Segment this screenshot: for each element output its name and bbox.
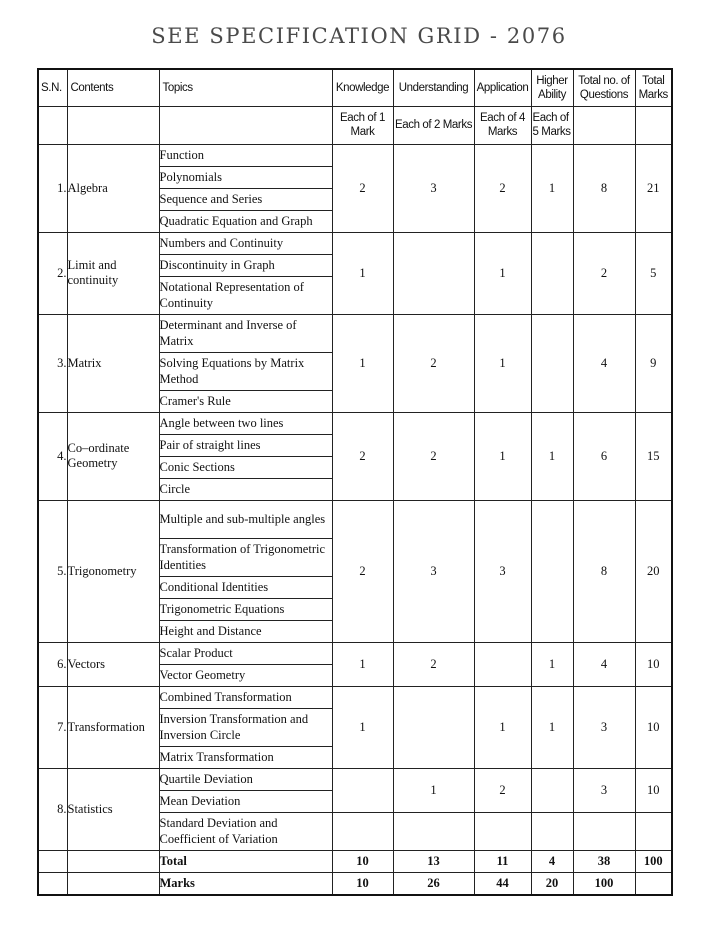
- total-marks-cell: 15: [635, 412, 672, 500]
- understanding-cell: 3: [393, 144, 474, 232]
- total-understanding: 13: [393, 850, 474, 872]
- topic-cell: Solving Equations by Matrix Method: [159, 352, 332, 390]
- col-header-topics: Topics: [159, 69, 332, 106]
- sn-cell: 1.: [38, 144, 67, 232]
- sn-cell: 5.: [38, 500, 67, 642]
- topic-cell: Standard Deviation and Coefficient of Variation: [159, 812, 332, 850]
- marks-understanding: 26: [393, 872, 474, 895]
- subheader-knowledge: Each of 1 Mark: [332, 106, 393, 144]
- col-header-contents: Contents: [67, 69, 159, 106]
- sn-cell: 8.: [38, 768, 67, 850]
- col-header-sn: S.N.: [38, 69, 67, 106]
- higher-ability-cell: [531, 232, 573, 314]
- marks-total-questions: 100: [573, 872, 635, 895]
- knowledge-cell: 1: [332, 232, 393, 314]
- understanding-cell: 2: [393, 642, 474, 686]
- total-questions-cell: 2: [573, 232, 635, 314]
- empty-cell: [67, 872, 159, 895]
- table-row-limit-and-continuity: [38, 232, 672, 254]
- col-header-total-questions: Total no. of Questions: [573, 69, 635, 106]
- total-marks-cell: 10: [635, 768, 672, 812]
- col-header-higher-ability: Higher Ability: [531, 69, 573, 106]
- total-marks: 100: [635, 850, 672, 872]
- subheader-higher-ability: Each of 5 Marks: [531, 106, 573, 144]
- total-questions-cell: 3: [573, 768, 635, 812]
- application-cell: [474, 642, 531, 686]
- empty-cell: [159, 106, 332, 144]
- empty-cell: [332, 812, 393, 850]
- subheader-application: Each of 4 Marks: [474, 106, 531, 144]
- content-cell: Limit and continuity: [67, 232, 159, 314]
- total-questions-cell: 8: [573, 144, 635, 232]
- total-questions: 38: [573, 850, 635, 872]
- table-row-algebra: [38, 144, 672, 166]
- total-marks-cell: 20: [635, 500, 672, 642]
- topic-cell: Trigonometric Equations: [159, 598, 332, 620]
- empty-cell: [531, 812, 573, 850]
- topic-cell: Determinant and Inverse of Matrix: [159, 314, 332, 352]
- application-cell: 3: [474, 500, 531, 642]
- topic-cell: Mean Deviation: [159, 790, 332, 812]
- topic-cell: Circle: [159, 478, 332, 500]
- content-cell: Vectors: [67, 642, 159, 686]
- application-cell: 2: [474, 768, 531, 812]
- topic-cell: Transformation of Trigonometric Identities: [159, 538, 332, 576]
- total-marks-cell: 10: [635, 686, 672, 768]
- higher-ability-cell: 1: [531, 686, 573, 768]
- subheader-row: [38, 106, 672, 144]
- empty-cell: [38, 106, 67, 144]
- application-cell: 1: [474, 232, 531, 314]
- topic-cell: Scalar Product: [159, 642, 332, 664]
- total-marks-cell: 9: [635, 314, 672, 412]
- page-title: SEE SPECIFICATION GRID - 2076: [151, 24, 567, 48]
- marks-label: Marks: [159, 872, 332, 895]
- topic-cell: Polynomials: [159, 166, 332, 188]
- content-cell: Co–ordinate Geometry: [67, 412, 159, 500]
- topic-cell: Pair of straight lines: [159, 434, 332, 456]
- knowledge-cell: [332, 768, 393, 812]
- topic-cell: Notational Representation of Continuity: [159, 276, 332, 314]
- topic-cell: Multiple and sub-multiple angles: [159, 500, 332, 538]
- understanding-cell: [393, 686, 474, 768]
- topic-cell: Combined Transformation: [159, 686, 332, 708]
- understanding-cell: [393, 232, 474, 314]
- higher-ability-cell: [531, 500, 573, 642]
- table-row-coordinate-geometry: [38, 412, 672, 434]
- topic-cell: Function: [159, 144, 332, 166]
- higher-ability-cell: [531, 768, 573, 812]
- marks-row: [38, 872, 672, 895]
- total-marks-cell: 5: [635, 232, 672, 314]
- topic-cell: Angle between two lines: [159, 412, 332, 434]
- knowledge-cell: 1: [332, 642, 393, 686]
- application-cell: 2: [474, 144, 531, 232]
- understanding-cell: 2: [393, 314, 474, 412]
- knowledge-cell: 2: [332, 412, 393, 500]
- topic-cell: Height and Distance: [159, 620, 332, 642]
- empty-cell: [573, 812, 635, 850]
- application-cell: 1: [474, 686, 531, 768]
- topic-cell: Quadratic Equation and Graph: [159, 210, 332, 232]
- col-header-understanding: Understanding: [393, 69, 474, 106]
- total-questions-cell: 8: [573, 500, 635, 642]
- application-cell: 1: [474, 314, 531, 412]
- topic-cell: Inversion Transformation and Inversion Circle: [159, 708, 332, 746]
- content-cell: Algebra: [67, 144, 159, 232]
- table-row-statistics: [38, 768, 672, 790]
- understanding-cell: 1: [393, 768, 474, 812]
- total-questions-cell: 3: [573, 686, 635, 768]
- total-higher-ability: 4: [531, 850, 573, 872]
- content-cell: Statistics: [67, 768, 159, 850]
- marks-application: 44: [474, 872, 531, 895]
- topic-cell: Sequence and Series: [159, 188, 332, 210]
- marks-higher-ability: 20: [531, 872, 573, 895]
- sn-cell: 6.: [38, 642, 67, 686]
- sn-cell: 4.: [38, 412, 67, 500]
- topic-cell: Cramer's Rule: [159, 390, 332, 412]
- table-row-vectors: [38, 642, 672, 664]
- empty-cell: [635, 106, 672, 144]
- topic-cell: Numbers and Continuity: [159, 232, 332, 254]
- knowledge-cell: 2: [332, 500, 393, 642]
- subheader-understanding: Each of 2 Marks: [393, 106, 474, 144]
- total-questions-cell: 6: [573, 412, 635, 500]
- table-row-trigonometry: [38, 500, 672, 538]
- higher-ability-cell: [531, 314, 573, 412]
- empty-cell: [38, 872, 67, 895]
- marks-knowledge: 10: [332, 872, 393, 895]
- content-cell: Trigonometry: [67, 500, 159, 642]
- total-questions-cell: 4: [573, 314, 635, 412]
- sn-cell: 3.: [38, 314, 67, 412]
- empty-cell: [635, 812, 672, 850]
- higher-ability-cell: 1: [531, 642, 573, 686]
- header-row: [38, 69, 672, 106]
- total-row: [38, 850, 672, 872]
- empty-cell: [474, 812, 531, 850]
- total-label: Total: [159, 850, 332, 872]
- application-cell: 1: [474, 412, 531, 500]
- total-application: 11: [474, 850, 531, 872]
- sn-cell: 2.: [38, 232, 67, 314]
- topic-cell: Conditional Identities: [159, 576, 332, 598]
- col-header-application: Application: [474, 69, 531, 106]
- marks-total-marks: [635, 872, 672, 895]
- empty-cell: [573, 106, 635, 144]
- topic-cell: Conic Sections: [159, 456, 332, 478]
- col-header-knowledge: Knowledge: [332, 69, 393, 106]
- topic-cell: Matrix Transformation: [159, 746, 332, 768]
- content-cell: Transformation: [67, 686, 159, 768]
- col-header-total-marks: Total Marks: [635, 69, 672, 106]
- understanding-cell: 2: [393, 412, 474, 500]
- content-cell: Matrix: [67, 314, 159, 412]
- specification-grid-table: [37, 68, 673, 896]
- empty-cell: [393, 812, 474, 850]
- topic-cell: Quartile Deviation: [159, 768, 332, 790]
- empty-cell: [38, 850, 67, 872]
- table-row-transformation: [38, 686, 672, 708]
- total-marks-cell: 21: [635, 144, 672, 232]
- higher-ability-cell: 1: [531, 412, 573, 500]
- sn-cell: 7.: [38, 686, 67, 768]
- knowledge-cell: 1: [332, 314, 393, 412]
- total-knowledge: 10: [332, 850, 393, 872]
- total-marks-cell: 10: [635, 642, 672, 686]
- topic-cell: Discontinuity in Graph: [159, 254, 332, 276]
- empty-cell: [67, 106, 159, 144]
- higher-ability-cell: 1: [531, 144, 573, 232]
- knowledge-cell: 2: [332, 144, 393, 232]
- empty-cell: [67, 850, 159, 872]
- table-row-matrix: [38, 314, 672, 352]
- knowledge-cell: 1: [332, 686, 393, 768]
- topic-cell: Vector Geometry: [159, 664, 332, 686]
- understanding-cell: 3: [393, 500, 474, 642]
- total-questions-cell: 4: [573, 642, 635, 686]
